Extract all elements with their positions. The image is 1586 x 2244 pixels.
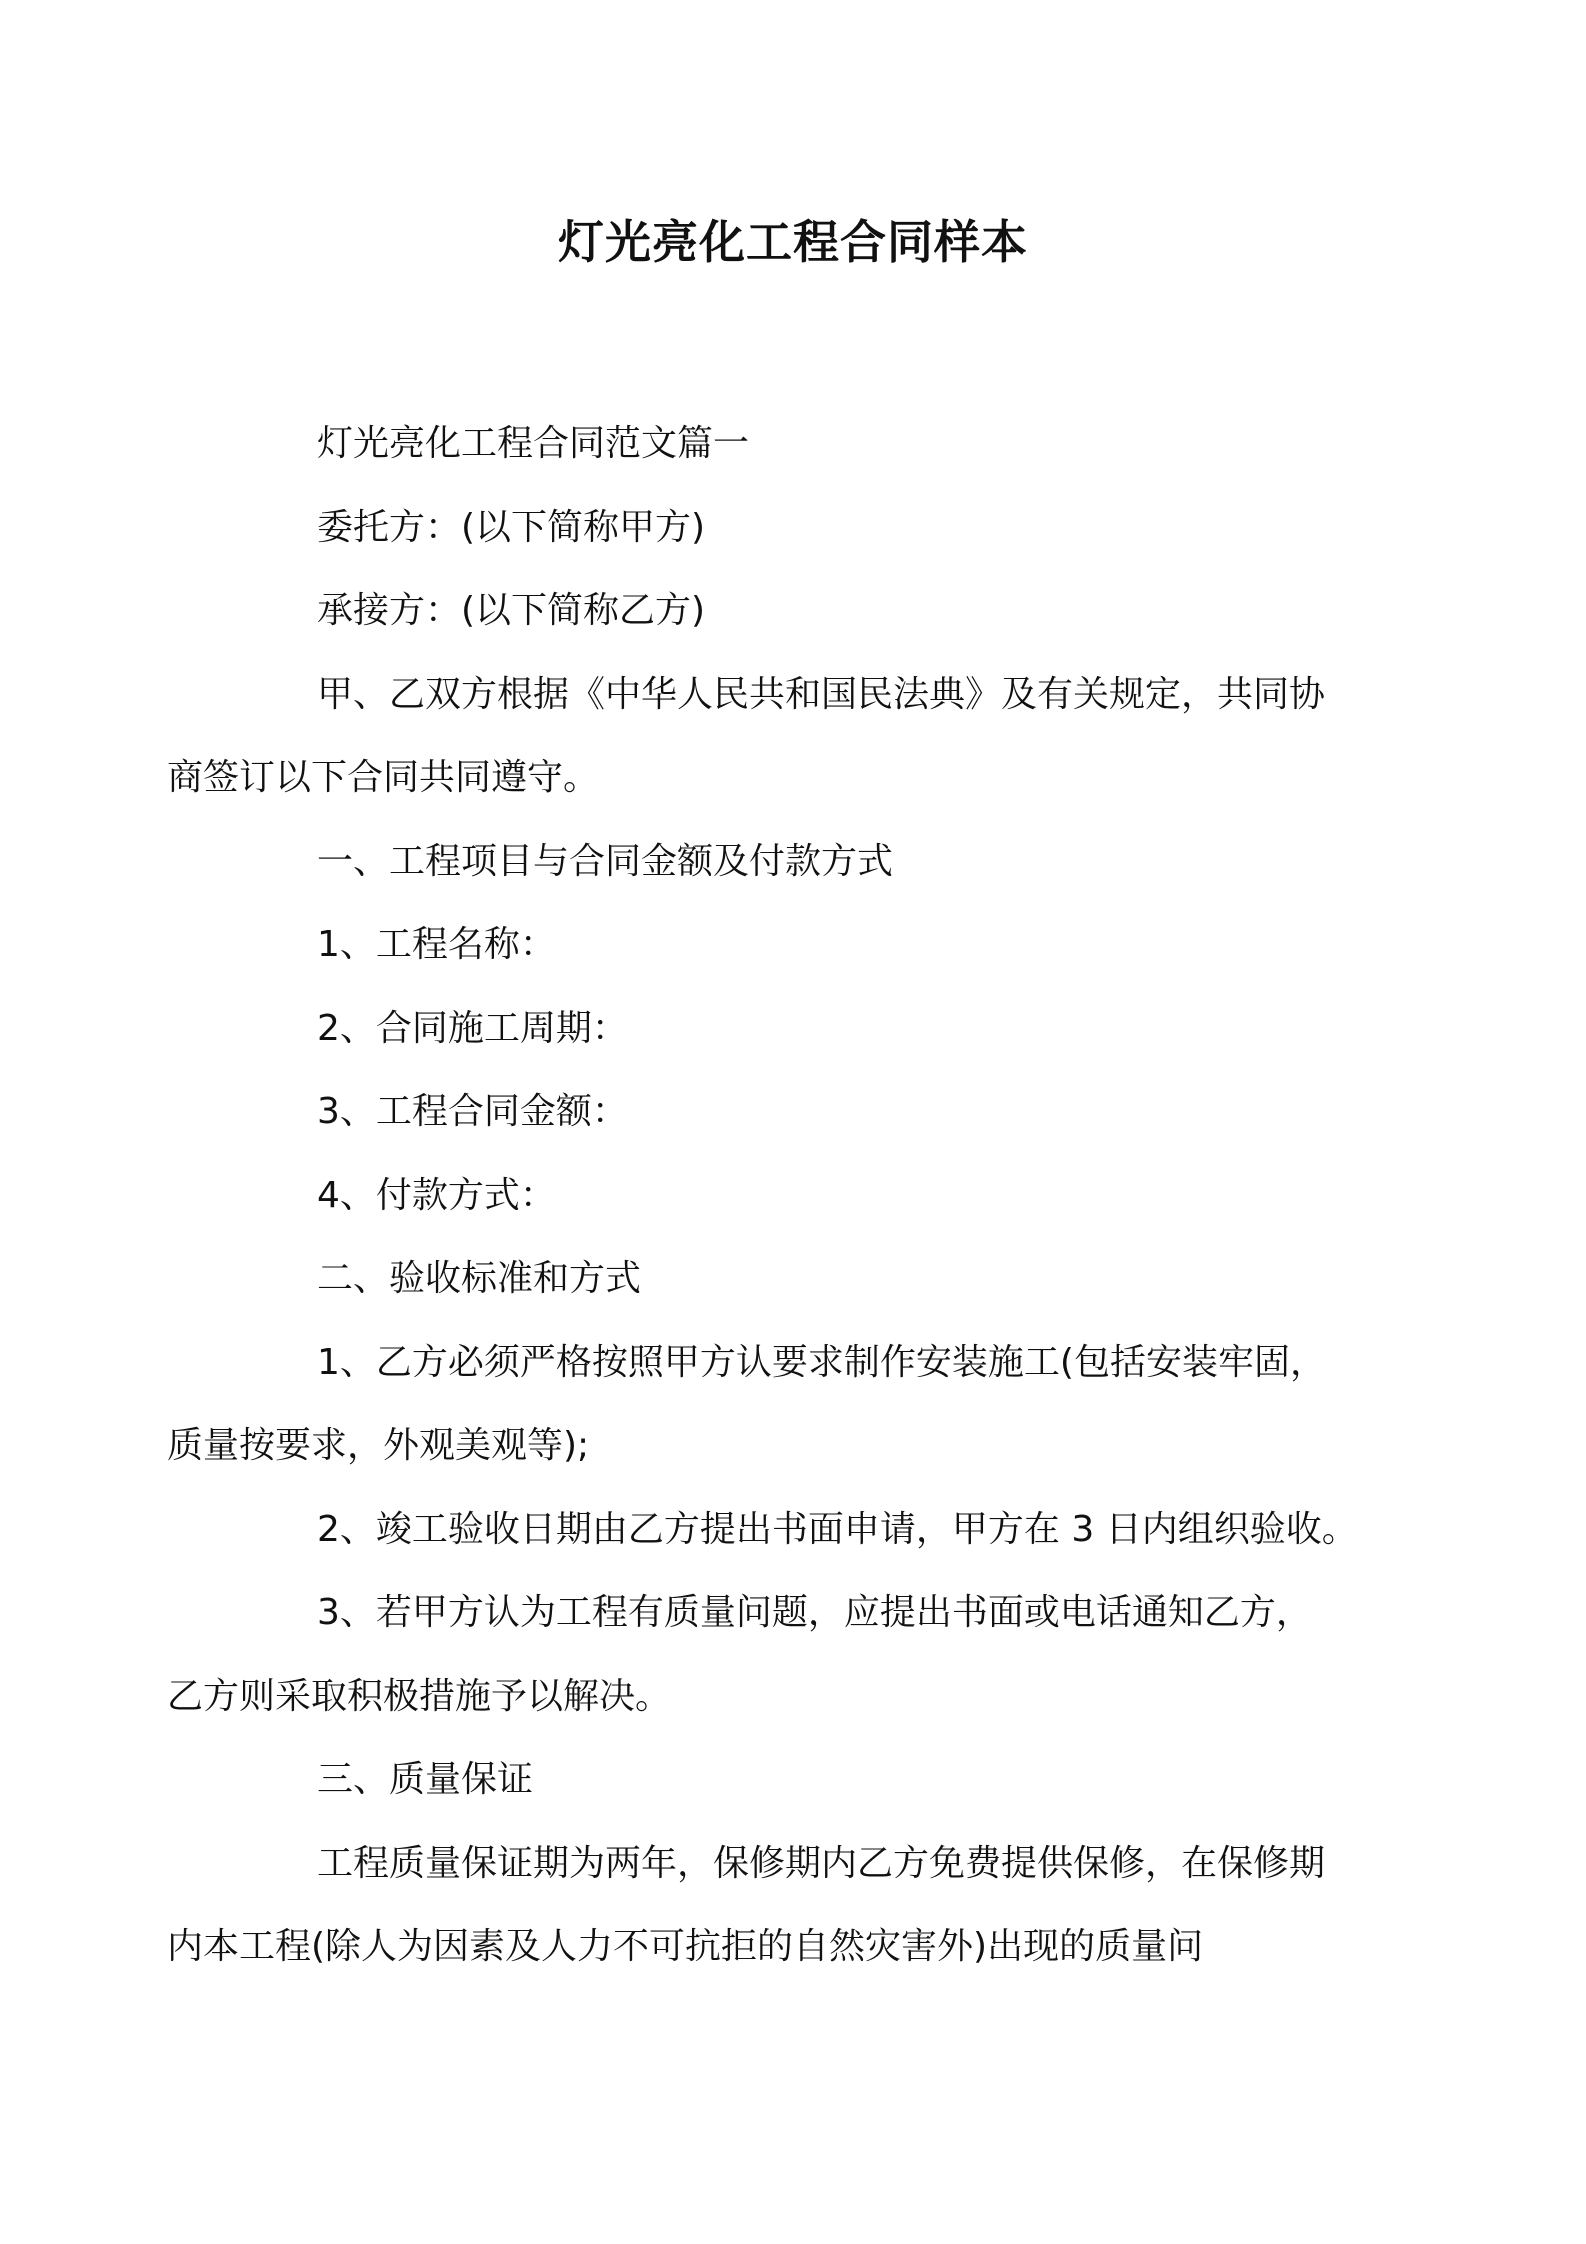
text-line-continued: 内本工程(除人为因素及人力不可抗拒的自然灾害外)出现的质量问 — [167, 1926, 1204, 1967]
list-item — [242, 1154, 1366, 1238]
list-item — [167, 1571, 1366, 1738]
text-line: 1、乙方必须严格按照甲方认要求制作安装施工(包括安装牢固， — [317, 1341, 1326, 1383]
list-item — [242, 987, 1366, 1071]
text-line: 承接方：(以下简称乙方) — [317, 590, 706, 631]
section-heading — [242, 1237, 1366, 1321]
paragraph — [242, 402, 1366, 486]
text-line: 2、合同施工周期： — [317, 1007, 628, 1049]
text-line-continued: 商签订以下合同共同遵守。 — [167, 757, 600, 798]
text-line: 3、工程合同金额： — [317, 1091, 628, 1132]
text-line: 一、工程项目与合同金额及付款方式 — [317, 840, 894, 882]
paragraph — [167, 653, 1366, 820]
document-title: 灯光亮化工程合同样本 — [558, 215, 1028, 269]
list-item — [242, 1488, 1366, 1572]
text-line: 2、竣工验收日期由乙方提出书面申请，甲方在 3 日内组织验收。 — [317, 1508, 1358, 1550]
paragraph — [242, 486, 1366, 570]
text-line-continued: 质量按要求，外观美观等); — [167, 1425, 590, 1466]
list-item — [242, 903, 1366, 987]
text-line: 1、工程名称： — [317, 924, 556, 965]
paragraph — [242, 569, 1366, 653]
text-line: 3、若甲方认为工程有质量问题，应提出书面或电话通知乙方， — [317, 1592, 1312, 1633]
text-line: 二、验收标准和方式 — [317, 1258, 642, 1299]
paragraph — [167, 1822, 1366, 1989]
text-line: 甲、乙双方根据《中华人民共和国民法典》及有关规定，共同协 — [317, 673, 1326, 715]
text-line: 灯光亮化工程合同范文篇一 — [317, 423, 750, 464]
text-line: 委托方：(以下简称甲方) — [317, 506, 706, 548]
document-body — [167, 402, 1366, 1989]
section-heading — [242, 820, 1366, 904]
text-line: 4、付款方式： — [317, 1174, 556, 1216]
list-item — [242, 1070, 1366, 1154]
text-line: 工程质量保证期为两年，保修期内乙方免费提供保修，在保修期 — [317, 1842, 1326, 1884]
text-line: 三、质量保证 — [317, 1759, 534, 1800]
text-line-continued: 乙方则采取积极措施予以解决。 — [167, 1675, 672, 1717]
list-item — [167, 1321, 1366, 1488]
section-heading — [242, 1738, 1366, 1822]
